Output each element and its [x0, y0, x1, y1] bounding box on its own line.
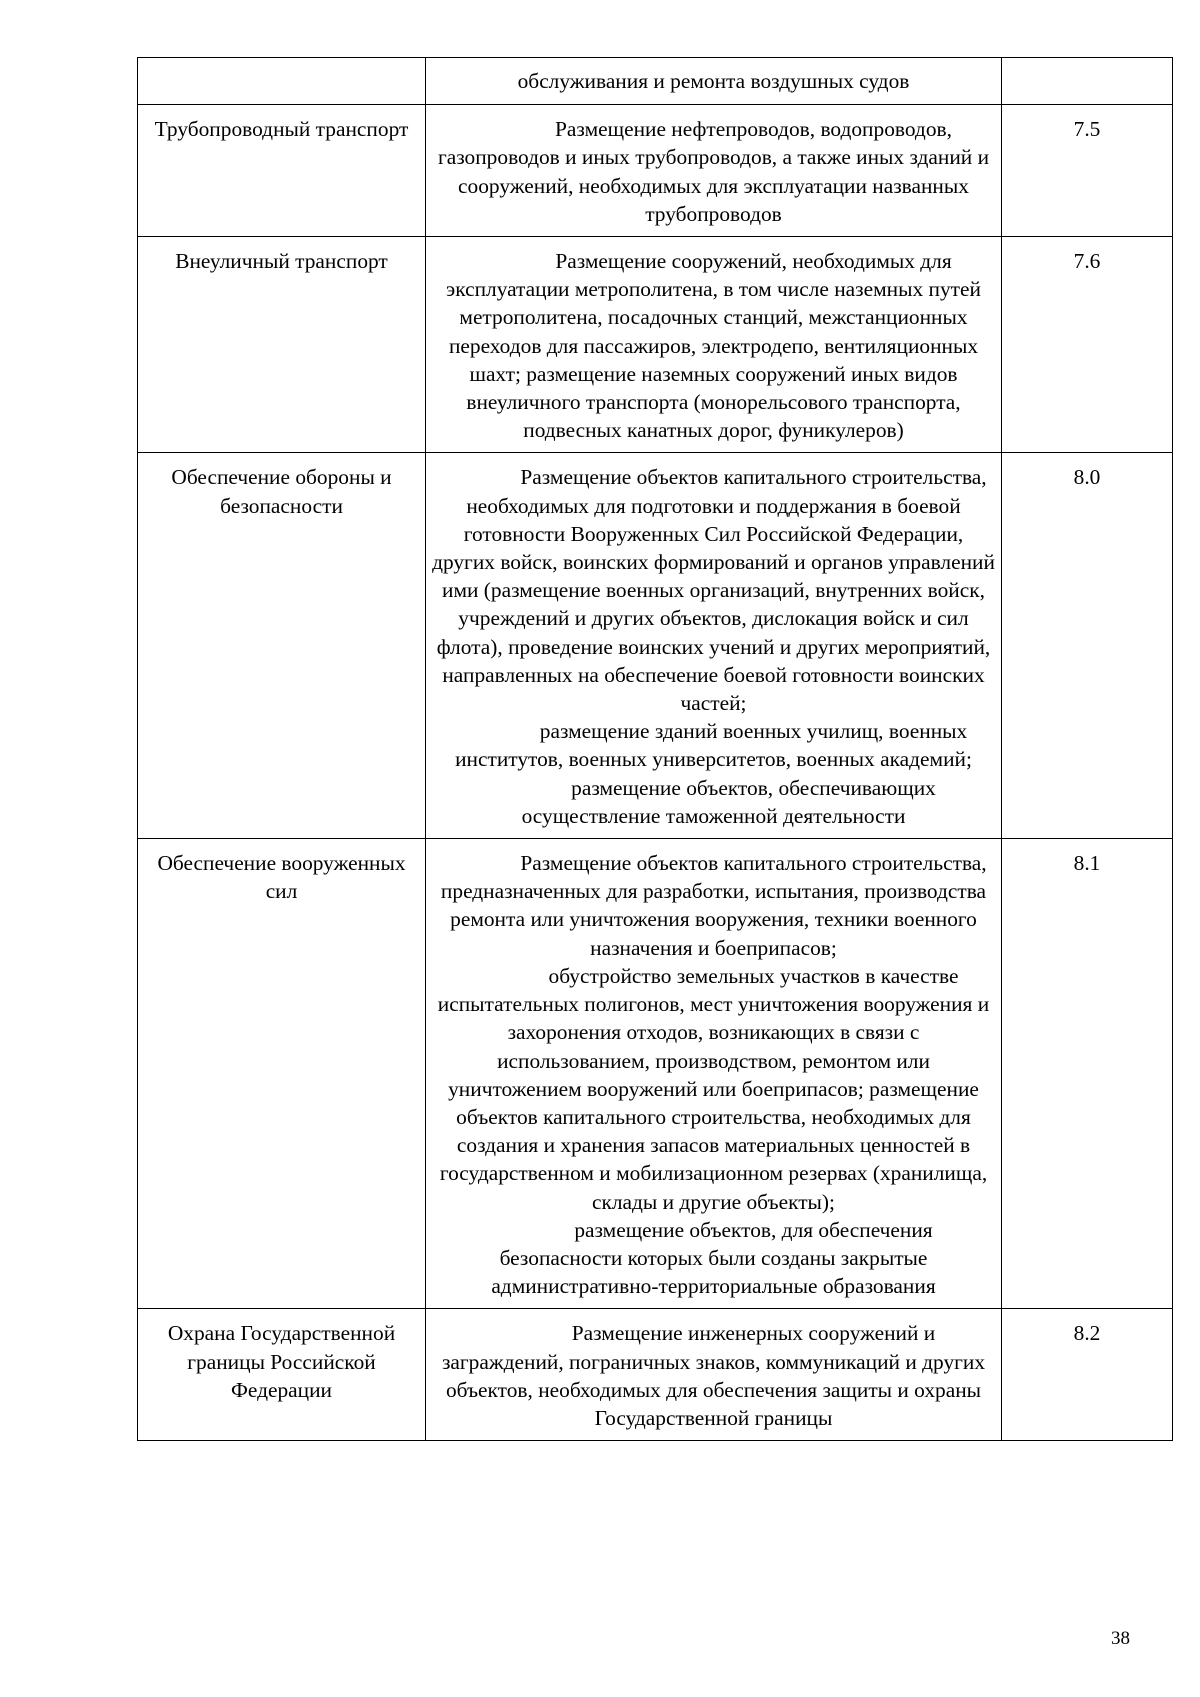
- description-paragraph: Размещение объектов капитального строительства, предназначенных для разработки, испытания, производства ремонта или уничтожения вооружения, техники военного назначения и боеприпасов;: [440, 851, 987, 960]
- description-paragraph: размещение зданий военных училищ, военных институтов, военных университетов, военных академий;: [455, 719, 972, 772]
- table-row: [138, 237, 1173, 453]
- description-paragraph: Размещение инженерных сооружений и заграждений, пограничных знаков, коммуникаций и других объектов, необходимых для обеспечения защиты и охраны Государственной границы: [441, 1321, 986, 1430]
- usage-name-cell: Внеуличный транспорт: [138, 237, 426, 453]
- usage-description-cell: [426, 58, 1002, 105]
- usage-code-cell: [1002, 58, 1173, 105]
- table-row: [138, 58, 1173, 105]
- usage-description-cell: [426, 453, 1002, 839]
- usage-code-cell: 7.6: [1002, 237, 1173, 453]
- table-row: [138, 839, 1173, 1309]
- table-row: [138, 105, 1173, 237]
- usage-description-cell: [426, 237, 1002, 453]
- usage-name-cell: Трубопроводный транспорт: [138, 105, 426, 237]
- description-paragraph: обслуживания и ремонта воздушных судов: [517, 69, 910, 93]
- table-row: [138, 1309, 1173, 1441]
- usage-code-cell: 8.1: [1002, 839, 1173, 1309]
- usage-name-cell: [138, 58, 426, 105]
- usage-name-cell: Обеспечение обороны и безопасности: [138, 453, 426, 839]
- usage-description-cell: [426, 105, 1002, 237]
- usage-description-cell: [426, 839, 1002, 1309]
- description-paragraph: Размещение сооружений, необходимых для эксплуатации метрополитена, в том числе наземных путей метрополитена, посадочных станций, межстанционных переходов для пассажиров, электродепо, вентиляционных шахт; размещение наземных сооружений иных видов внеуличного транспорта (монорельсового транспорта, подвесных канатных дорог, фуникулеров): [446, 249, 981, 443]
- land-use-table: [137, 57, 1173, 1441]
- usage-description-cell: [426, 1309, 1002, 1441]
- usage-name-cell: Обеспечение вооруженных сил: [138, 839, 426, 1309]
- description-paragraph: Размещение объектов капитального строительства, необходимых для подготовки и поддержания в боевой готовности Вооруженных Сил Российской Федерации, других войск, воинских формирований и органов управлений ими (размещение военных организаций, внутренних войск, учреждений и других объектов, дислокация войск и сил флота), проведение воинских учений и других мероприятий, направленных на обеспечение боевой готовности воинских частей;: [432, 465, 995, 716]
- description-paragraph: размещение объектов, для обеспечения безопасности которых были созданы закрытые административно-территориальные образования: [491, 1217, 936, 1299]
- page-number: 38: [1111, 1628, 1130, 1649]
- usage-code-cell: 8.2: [1002, 1309, 1173, 1441]
- description-paragraph: Размещение нефтепроводов, водопроводов, газопроводов и иных трубопроводов, а также иных зданий и сооружений, необходимых для эксплуатации названных трубопроводов: [437, 117, 990, 226]
- usage-name-cell: Охрана Государственной границы Российской Федерации: [138, 1309, 426, 1441]
- usage-code-cell: 8.0: [1002, 453, 1173, 839]
- usage-code-cell: 7.5: [1002, 105, 1173, 237]
- table-row: [138, 453, 1173, 839]
- description-paragraph: размещение объектов, обеспечивающих осуществление таможенной деятельности: [521, 775, 936, 828]
- description-paragraph: обустройство земельных участков в качестве испытательных полигонов, мест уничтожения вооружения и захоронения отходов, возникающих в связи с использованием, производством, ремонтом или уничтожением вооружений или боеприпасов; размещение объектов капитального строительства, необходимых для создания и хранения запасов материальных ценностей в государственном и мобилизационном резервах (хранилища, склады и другие объекты);: [437, 963, 990, 1214]
